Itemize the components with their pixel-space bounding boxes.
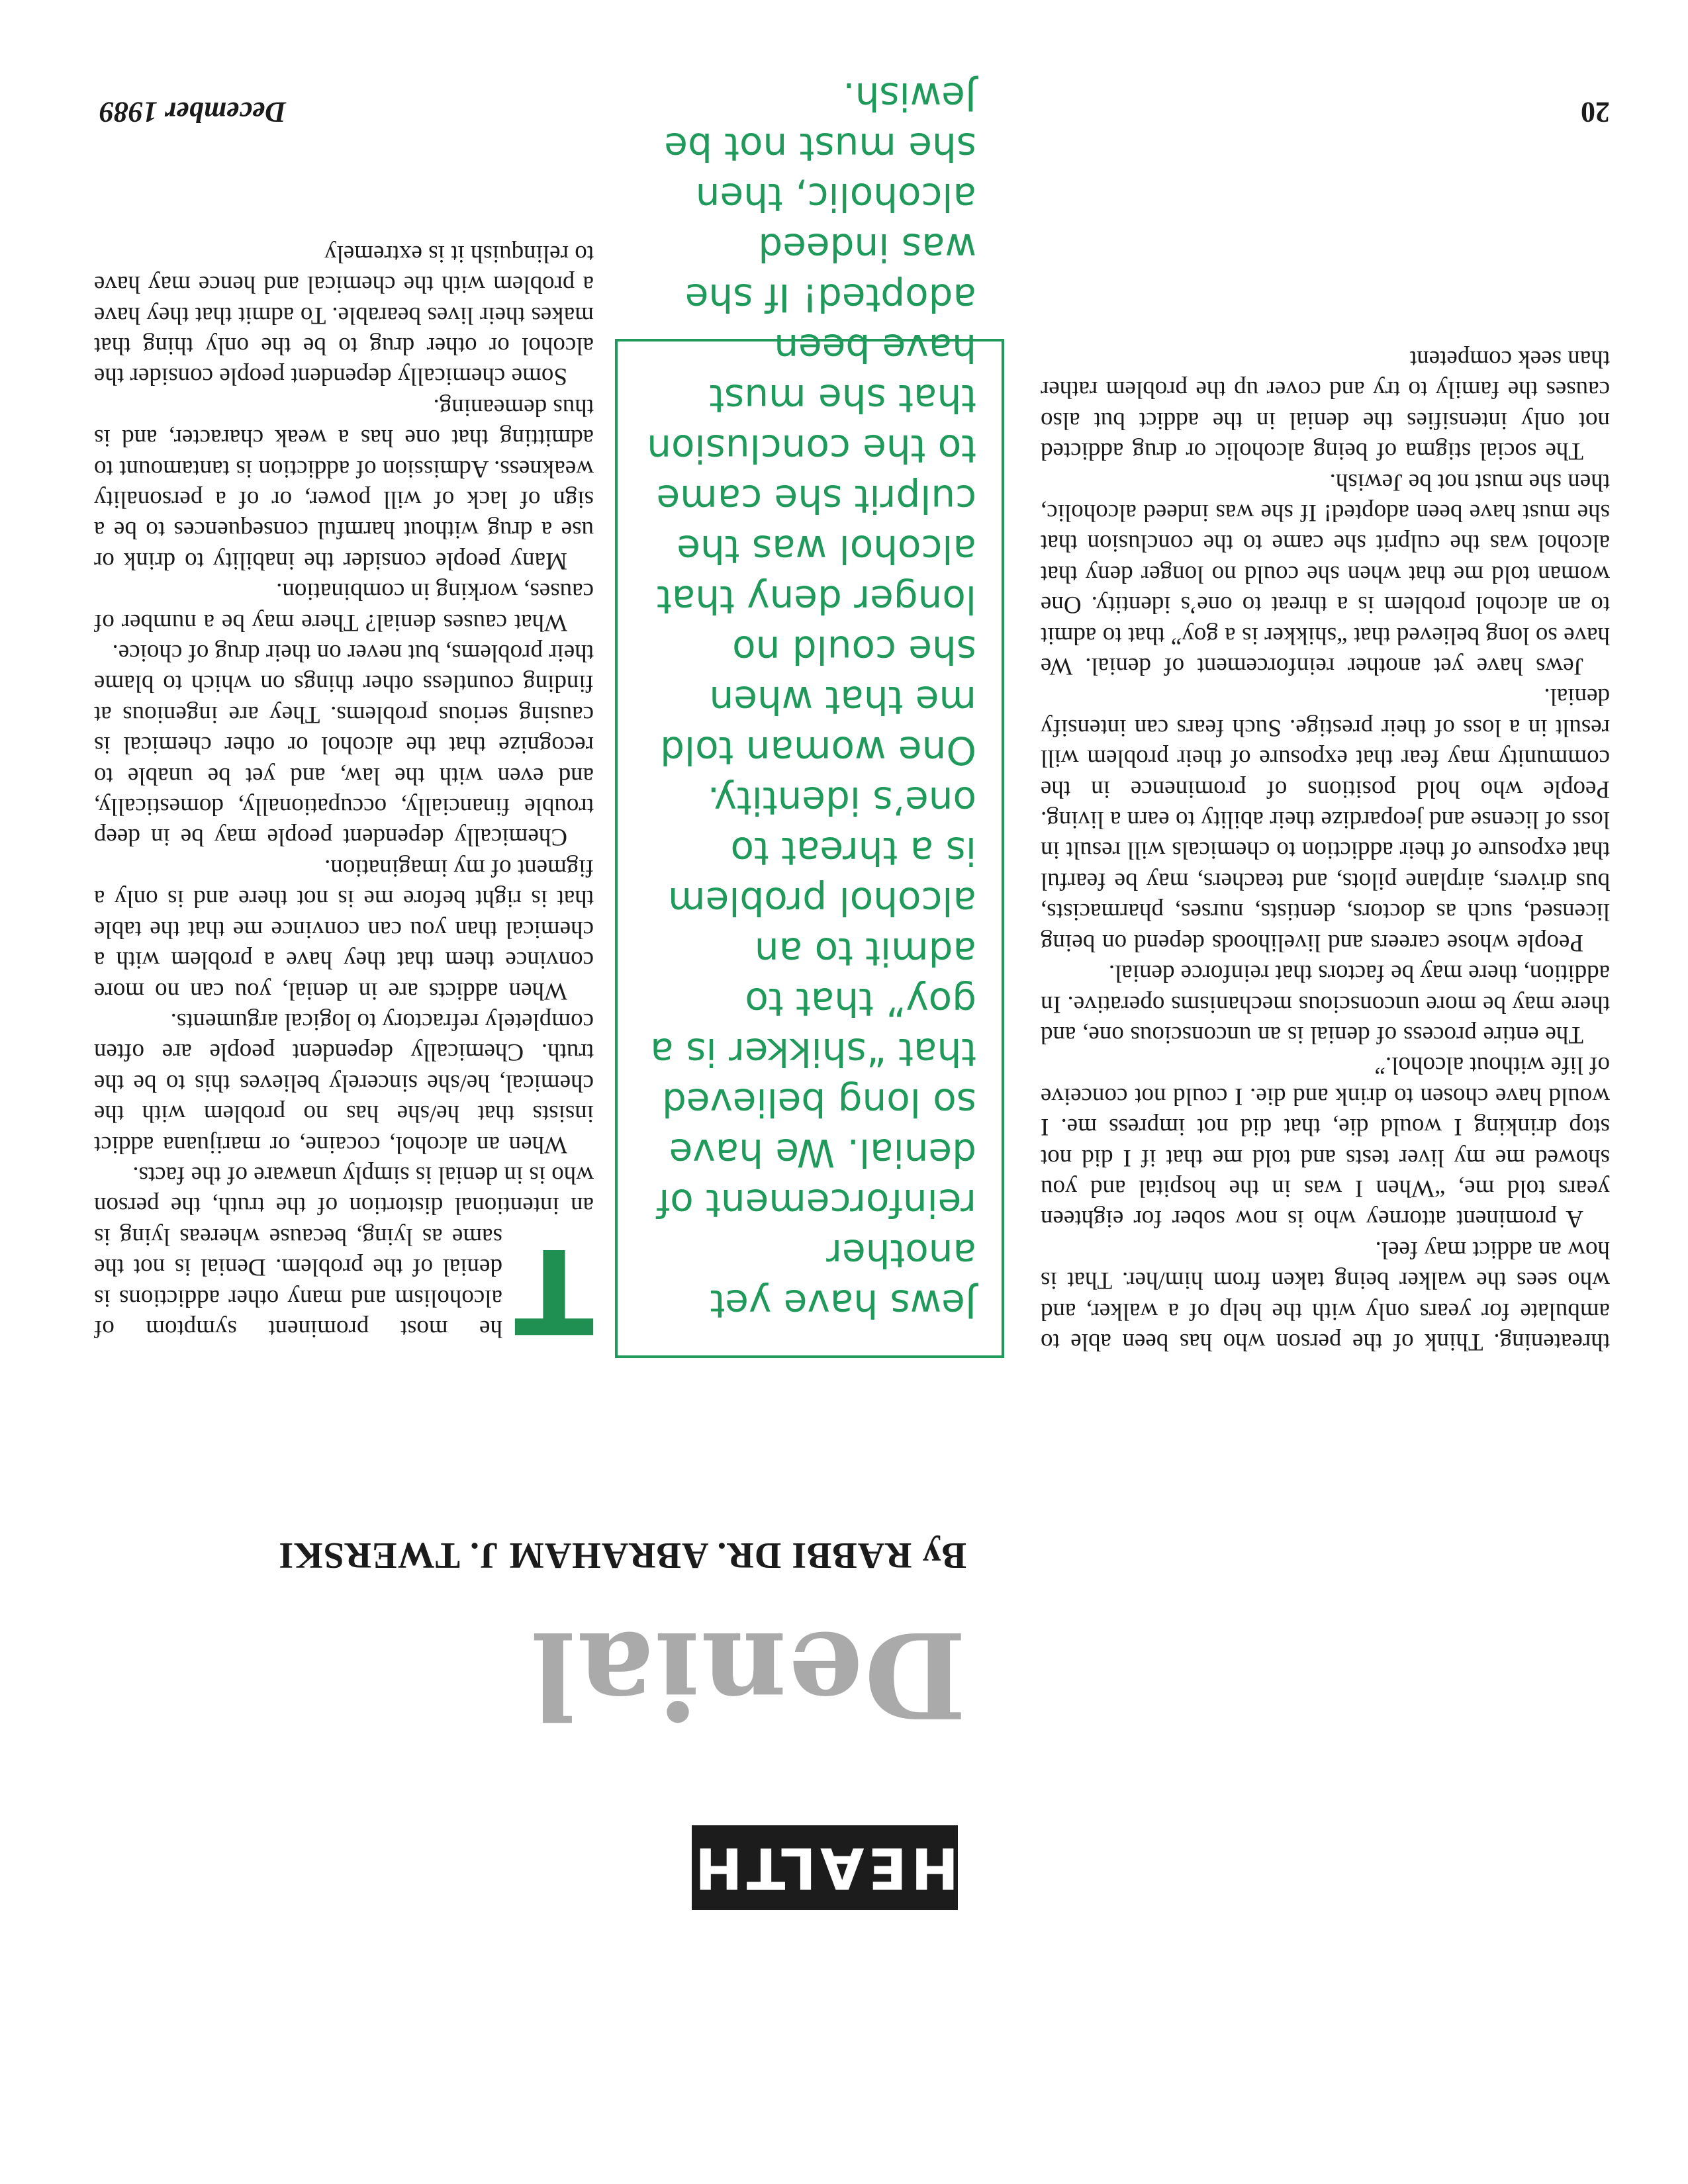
section-tag-label: HEALTH	[690, 1835, 959, 1901]
pull-quote: Jews have yet another reinforcement of denial. We have so long believed that “shikker is a goy” that to admit to an alcohol problem is a threat to one’s identity. One woman told me that when she could no longer deny that alcohol was the culprit she came to the conclusion that she must have been adopted! If she was indeed alcoholic, then she must not be Jewish.	[615, 339, 1004, 1358]
article-paragraph: A prominent attorney who is now sober for eighteen years told me, “When I was in the hospital and you showed me my liver tests and told me that if I did not stop drinking I would die, that did not impress me. I would have chosen to drink and die. I could not conceive of life without alcohol.”	[1041, 1052, 1610, 1233]
section-tag	[692, 1825, 958, 1910]
article-paragraph: What causes denial? There may be a number of causes, working in combination.	[94, 578, 594, 636]
article-paragraph: Jews have yet another reinforcement of denial. We have so long believed that “shikker is a goy” that to admit to an alcohol problem is a threat to one’s identity. One woman told me that when she could no longer deny that alcohol was the culprit she came to the conclusion that she must have been adopted! If she was indeed alcoholic, then she must not be Jewish.	[1041, 468, 1610, 680]
article-paragraph: The entire process of denial is an unconscious one, and there may be more unconscious mechanisms operative. In addition, there may be factors that reinforce denial.	[1041, 960, 1610, 1048]
article-paragraph: When addicts are in denial, you can no more convince them that they have a problem with a chemical than you can convince me that the table that is right before me is not there and is only a figment of my imagination.	[94, 854, 594, 1005]
article-paragraph: People whose careers and livelihoods depend on being licensed, such as doctors, dentists, nurses, pharmacists, bus drivers, airplane pilots, and teachers, may be fearful that exposure of their addiction to chemicals will result in loss of license and jeopardize their ability to earn a living. People who hold positions of prominence in the community may fear that exposure of their problem will result in a loss of their prestige. Such fears can intensify denial.	[1041, 683, 1610, 956]
article-paragraph: threatening. Think of the person who has been able to ambulate for years only with the help of a walker, and who sees the walker being taken from him/her. That is how an addict may feel.	[1041, 1236, 1610, 1355]
article-paragraph: Many people consider the inability to drink or use a drug without harmful consequences to be a sign of lack of will power, or of a personality weakness. Admission of addiction is tantamount to admitting that one has a weak character, and is thus demeaning.	[94, 393, 594, 574]
article-byline: By RABBI DR. ABRAHAM J. TWERSKI	[278, 1535, 966, 1576]
article-paragraph: T he most prominent symptom of alcoholism and many other addictions is denial of the problem. Denial is not the same as lying, because whereas lying is an intentional distortion of the truth, the person who is in denial is simply unaware of the facts.	[94, 1161, 594, 1358]
article-paragraph: The social stigma of being alcoholic or drug addicted not only intensifies the denial in the addict but also causes the family to try and cover up the problem rather than seek competent	[1041, 345, 1610, 465]
article-column-2	[1041, 245, 1610, 1357]
page-number: 20	[1581, 96, 1610, 128]
article-paragraph: Some chemically dependent people consider the alcohol or other drug to be the only thing that makes their lives bearable. To admit that they have a problem with the chemical and hence may have to relinquish it is extremely	[94, 240, 594, 390]
article-paragraph: Chemically dependent people may be in deep trouble financially, occupationally, domestically, and even with the law, and yet be unable to recognize that the alcohol or other chemical is causing serious problems. They are ingenious at finding countless other things on which to blame their problems, but never on their drug of choice.	[94, 639, 594, 851]
article-column-1	[94, 240, 594, 1358]
drop-cap: T	[514, 1222, 594, 1358]
article-title: Denial	[530, 1606, 966, 1744]
issue-date: December 1989	[99, 96, 287, 128]
article-paragraph: When an alcohol, cocaine, or marijuana addict insists that he/she has no problem with the chemical, he/she sincerely believes this to be the truth. Chemically dependent people are often completely refractory to logical arguments.	[94, 1007, 594, 1158]
